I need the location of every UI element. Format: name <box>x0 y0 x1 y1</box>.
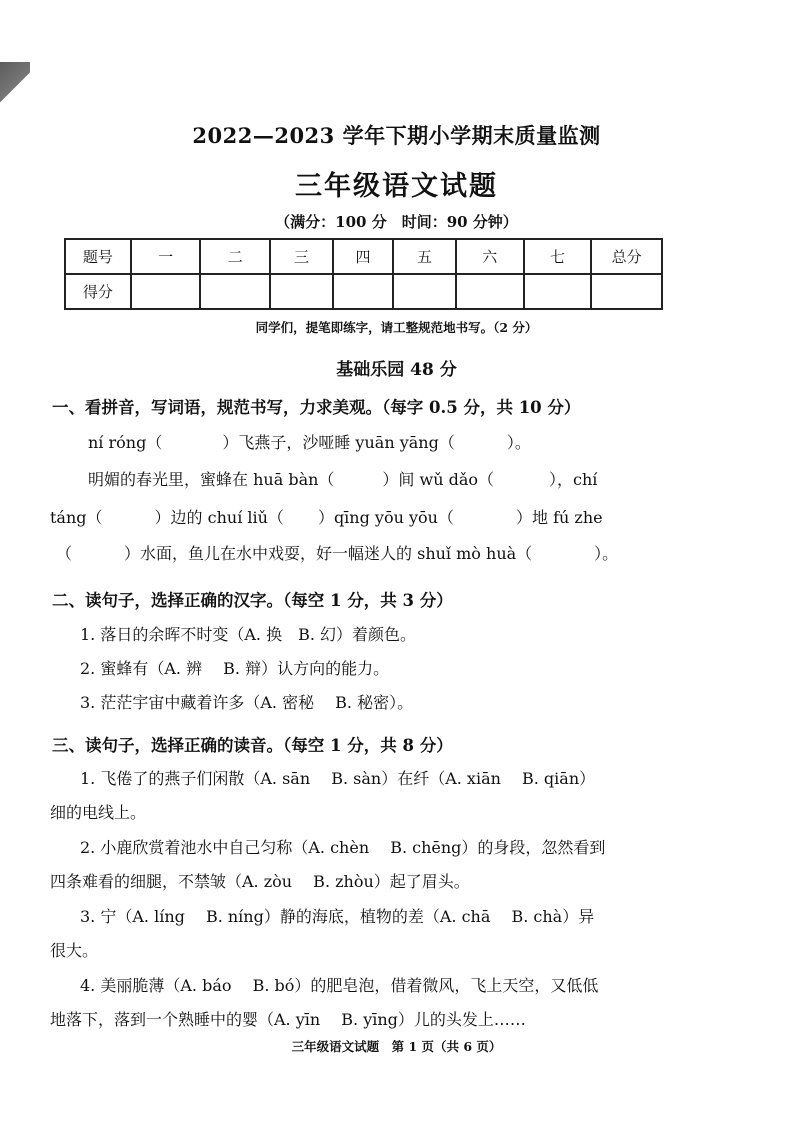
score-input-cell[interactable] <box>200 274 270 309</box>
table-cell: 五 <box>393 239 456 274</box>
q2-heading: 二、读句子，选择正确的汉字。（每空 1 分，共 3 分） <box>52 591 453 610</box>
q2-item-3: 3. 茫茫宇宙中藏着许多（A. 密秘 B. 秘密）。 <box>80 693 414 712</box>
q2-item-2: 2. 蜜蜂有（A. 辨 B. 辩）认方向的能力。 <box>80 659 390 678</box>
text-segment: ）。 <box>594 544 619 563</box>
q1-line-3 <box>50 505 603 528</box>
text-segment: 明媚的春光里，蜜蜂在 huā bàn（ <box>88 470 335 489</box>
scan-corner-mark <box>0 62 30 112</box>
exam-title: 2022—2023 学年下期小学期末质量监测 <box>192 123 601 148</box>
q1-heading: 一、看拼音，写词语，规范书写，力求美观。（每字 0.5 分，共 10 分） <box>52 398 581 417</box>
table-cell: 七 <box>524 239 592 274</box>
table-cell: 总分 <box>591 239 662 274</box>
text-segment: ）间 wǔ dǎo（ <box>382 470 495 489</box>
q3-heading: 三、读句子，选择正确的读音。（每空 1 分，共 8 分） <box>52 736 453 755</box>
writing-notice: 同学们，提笔即练字，请工整规范地书写。（2 分） <box>255 320 538 335</box>
table-cell: 四 <box>333 239 393 274</box>
exam-subject-title: 三年级语文试题 <box>295 171 498 202</box>
text-segment: ）地 fú zhe <box>515 508 603 527</box>
text-segment: ní róng（ <box>88 433 163 452</box>
q2-item-1: 1. 落日的余晖不时变（A. 换 B. 幻）着颜色。 <box>80 625 417 644</box>
q3-line: 3. 宁（A. líng B. níng）静的海底，植物的差（A. chā B. chà）异 <box>80 907 595 926</box>
score-input-cell[interactable] <box>591 274 662 309</box>
table-cell: 二 <box>200 239 270 274</box>
q1-line-1 <box>88 430 531 453</box>
table-cell: 一 <box>131 239 201 274</box>
q3-line: 1. 飞倦了的燕子们闲散（A. sān B. sàn）在纤（A. xiān B. qiān） <box>80 769 596 788</box>
score-input-cell[interactable] <box>270 274 333 309</box>
text-segment: ）边的 chuí liǔ（ <box>154 508 284 527</box>
score-input-cell[interactable] <box>131 274 201 309</box>
q1-line-4 <box>56 541 618 564</box>
q3-line: 4. 美丽脆薄（A. báo B. bó）的肥皂泡，借着微风，飞上天空，又低低 <box>80 976 599 995</box>
q1-line-2 <box>88 467 597 490</box>
score-input-cell[interactable] <box>456 274 524 309</box>
table-cell: 三 <box>270 239 333 274</box>
score-input-cell[interactable] <box>524 274 592 309</box>
q3-line: 细的电线上。 <box>50 803 147 822</box>
score-table <box>64 238 663 310</box>
score-table-header-row <box>65 239 662 274</box>
text-segment: ）水面，鱼儿在水中戏耍，好一幅迷人的 shuǐ mò huà（ <box>124 544 533 563</box>
score-input-cell[interactable] <box>333 274 393 309</box>
score-input-cell[interactable] <box>393 274 456 309</box>
q3-line: 2. 小鹿欣赏着池水中自己匀称（A. chèn B. chēng）的身段，忽然看到 <box>80 838 606 857</box>
text-segment: （ <box>56 544 73 563</box>
table-cell: 六 <box>456 239 524 274</box>
score-table-score-row <box>65 274 662 309</box>
text-segment: ）飞燕子，沙哑睡 yuān yāng（ <box>222 433 455 452</box>
q3-line: 四条难看的细腿，不禁皱（A. zòu B. zhòu）起了眉头。 <box>50 872 470 891</box>
exam-score-time: （满分：100 分 时间：90 分钟） <box>275 213 518 231</box>
text-segment: táng（ <box>50 508 103 527</box>
q3-line: 很大。 <box>50 941 99 960</box>
text-segment: ），chí <box>549 470 598 489</box>
section-title: 基础乐园 48 分 <box>336 360 457 380</box>
page-footer: 三年级语文试题 第 1 页（共 6 页） <box>291 1039 502 1054</box>
table-cell: 题号 <box>65 239 131 274</box>
text-segment: ）qīng yōu yōu（ <box>317 508 454 527</box>
q3-line: 地落下，落到一个熟睡中的婴（A. yīn B. yīng）儿的头发上…… <box>50 1010 526 1029</box>
table-cell: 得分 <box>65 274 131 309</box>
text-segment: ）。 <box>506 433 531 452</box>
